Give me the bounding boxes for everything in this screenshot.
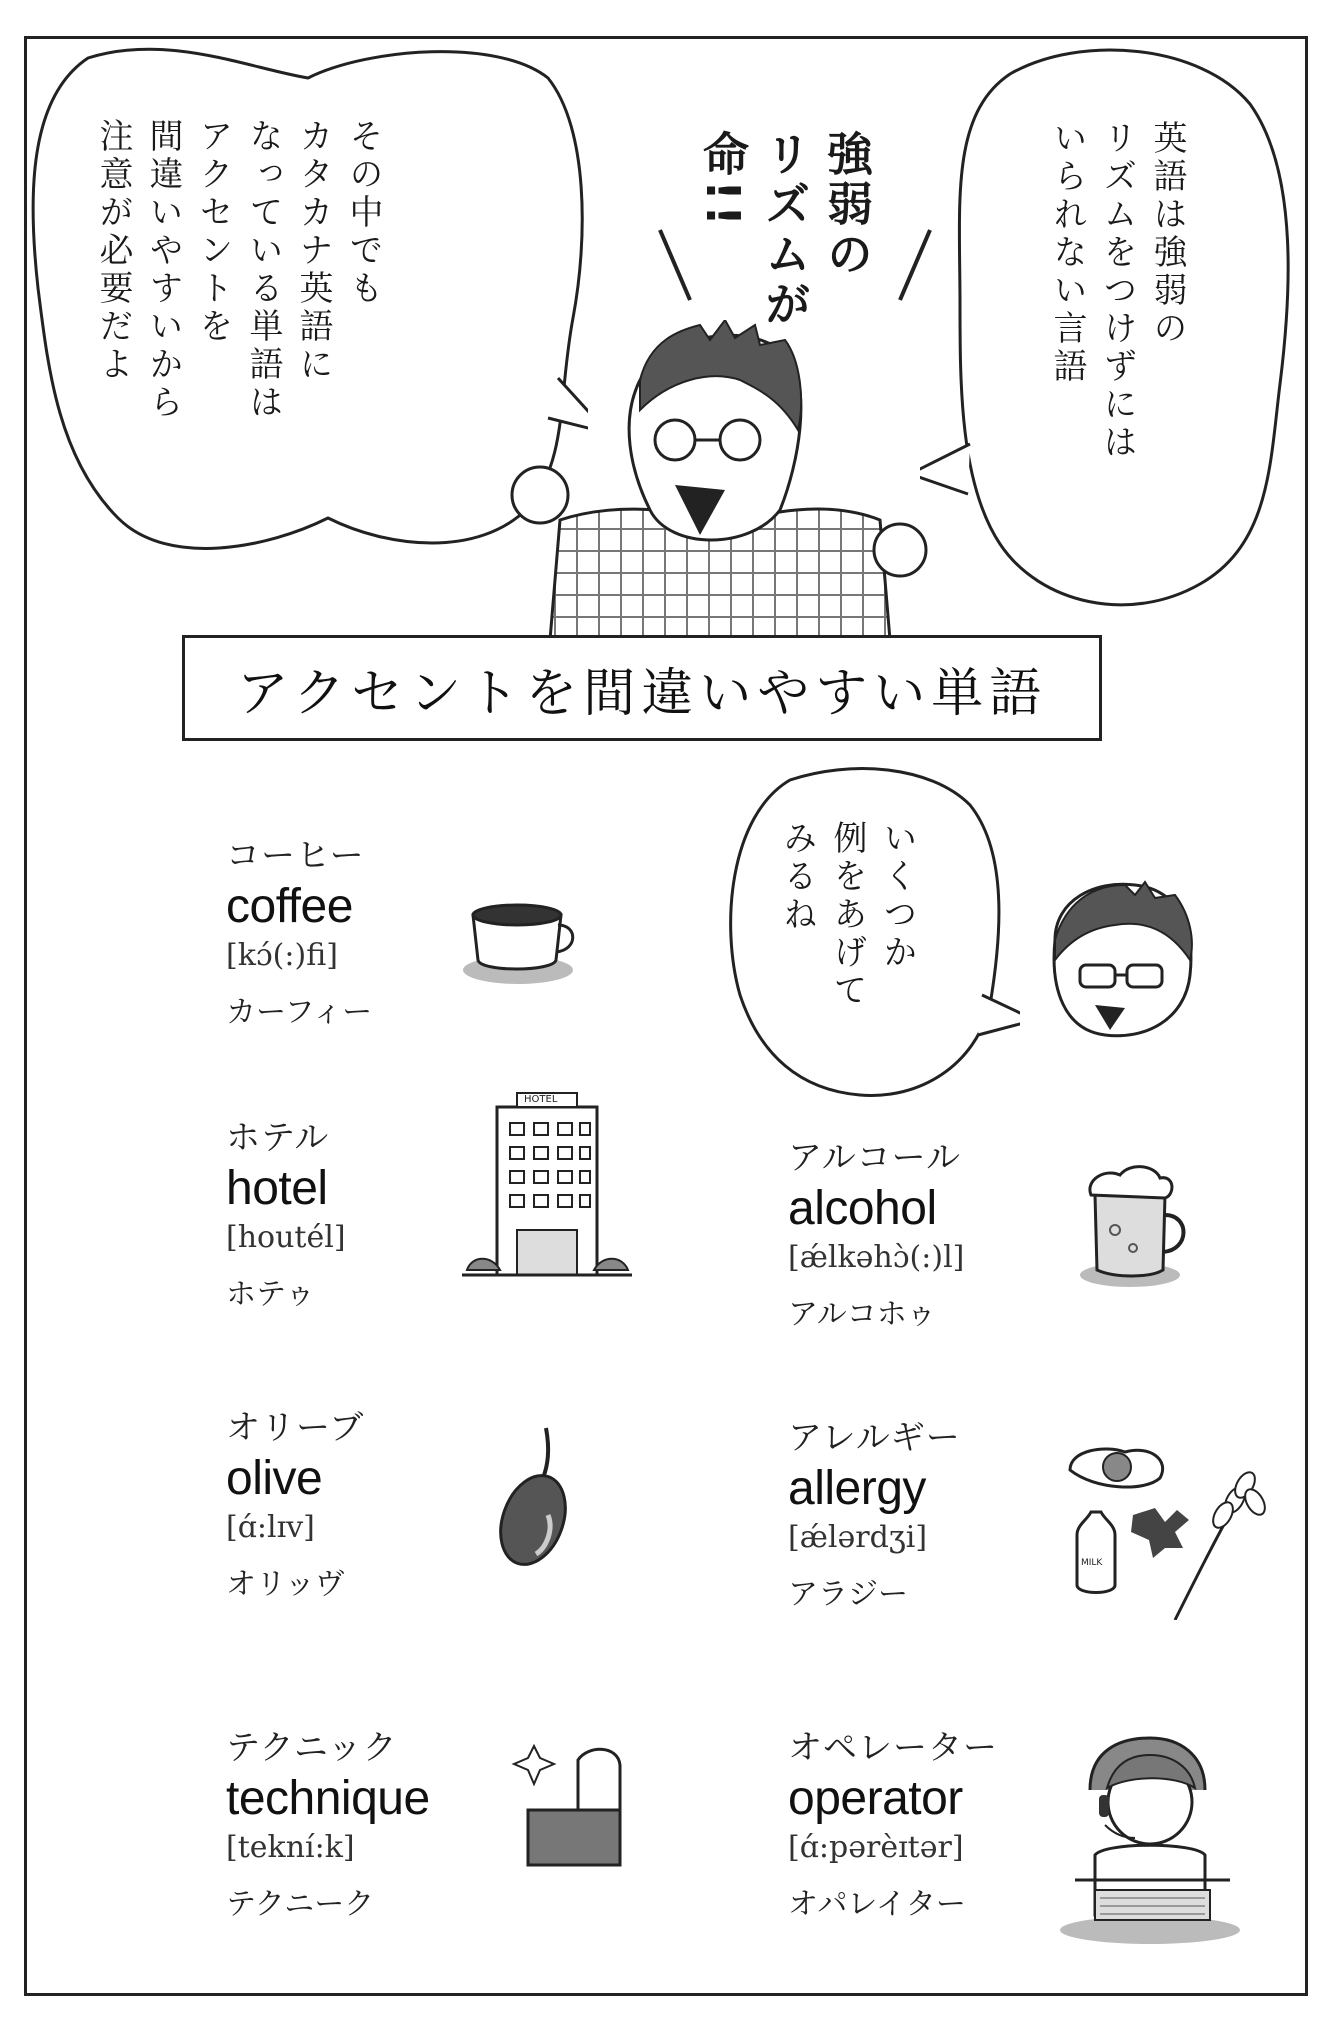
olive-icon [488, 1420, 588, 1570]
word-english: technique [226, 1772, 430, 1825]
allergens-icon [1065, 1440, 1275, 1620]
word-kana: テクニック [226, 1728, 398, 1768]
hotel-sign-text: HOTEL [524, 1094, 558, 1105]
word-english: alcohol [788, 1182, 937, 1235]
word-kana: オペレーター [788, 1728, 998, 1768]
hotel-building-icon [462, 1085, 632, 1285]
word-kana: オリーブ [226, 1408, 365, 1448]
word-ipa: [ɑ́:lɪv] [226, 1510, 315, 1545]
word-pronunciation: アルコホゥ [788, 1297, 937, 1332]
operator-person-icon [1055, 1730, 1245, 1950]
teacher-face-small [1035, 880, 1205, 1045]
word-item-coffee [226, 828, 372, 1031]
word-pronunciation: オリッヴ [226, 1567, 345, 1602]
word-ipa: [ǽlərdʒi] [788, 1520, 928, 1555]
flexed-arm-icon [508, 1740, 648, 1870]
shout-text: 強弱の リズムが 命!! [696, 130, 874, 330]
word-ipa: [houtél] [226, 1220, 346, 1255]
word-english: operator [788, 1772, 963, 1825]
word-english: olive [226, 1452, 323, 1505]
section-title-box [182, 635, 1102, 741]
word-ipa: [kɔ́(:)fi] [226, 938, 338, 973]
word-ipa: [ɑ́:pərèɪtər] [788, 1830, 964, 1865]
word-english: coffee [226, 880, 353, 933]
milk-label-text: MILK [1081, 1558, 1103, 1568]
word-pronunciation: カーフィー [226, 995, 373, 1030]
right-bubble-text: 英語は強弱の リズムをつけずには いられない言語 [1047, 120, 1187, 462]
word-item-olive [226, 1400, 364, 1603]
word-kana: アレルギー [788, 1418, 961, 1458]
word-pronunciation: テクニーク [226, 1887, 375, 1922]
word-item-hotel [226, 1110, 346, 1313]
word-item-allergy [788, 1410, 961, 1613]
word-ipa: [tekní:k] [226, 1830, 355, 1865]
word-pronunciation: アラジー [788, 1577, 908, 1612]
word-english: allergy [788, 1462, 926, 1515]
shout-lines [650, 210, 940, 320]
word-kana: ホテル [226, 1118, 330, 1158]
word-pronunciation: オパレイター [788, 1887, 966, 1922]
example-bubble-text: いくつか 例をあげて みるね [777, 820, 917, 1010]
beer-mug-icon [1075, 1160, 1195, 1290]
word-kana: アルコール [788, 1138, 961, 1178]
word-pronunciation: ホテゥ [226, 1277, 316, 1312]
word-item-alcohol [788, 1130, 964, 1333]
word-kana: コーヒー [226, 836, 365, 876]
word-english: hotel [226, 1162, 328, 1215]
left-bubble-text: その中でも カタカナ英語に なっている単語は アクセントを 間違いやすいから 注意が必要だよ [93, 118, 383, 422]
coffee-cup-icon [458, 890, 578, 990]
section-title: アクセントを間違いやすい単語 [236, 663, 1048, 724]
teacher-illustration [500, 320, 940, 640]
word-ipa: [ǽlkəhɔ̀(:)l] [788, 1240, 965, 1275]
word-item-operator [788, 1720, 998, 1923]
word-item-technique [226, 1720, 430, 1923]
